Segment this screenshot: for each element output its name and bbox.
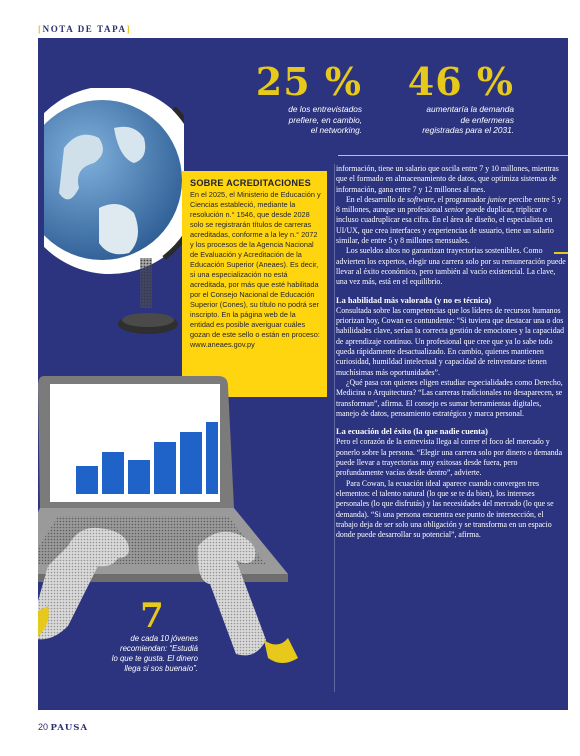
subheading: La habilidad más valorada (y no es técnica) <box>336 295 492 305</box>
header-label: NOTA DE TAPA <box>42 24 127 34</box>
sidebox-title: SOBRE ACREDITACIONES <box>190 178 311 188</box>
text-run: percibe entre 5 y 8 millones, aunque un profesional <box>336 194 562 215</box>
stat-nurses-value: 46 % <box>407 59 514 104</box>
text-run: En el desarrollo de <box>346 194 407 204</box>
text-run: , el programador <box>433 194 488 204</box>
article-paragraph: Pero el corazón de la entrevista llega al correr el foco del mercado y ponerlo sobre la persona. “Elegir una carrera solo por dinero o demanda puede llevar a trayectorias muy exitosas desde fuera, pero profundamente vacías desde dentro”, advierte. <box>336 437 563 478</box>
caption-line: de enfermeras <box>460 114 514 125</box>
text-run-italic: junior <box>487 194 507 204</box>
divider-rule <box>338 155 568 156</box>
text-run-italic: software <box>407 194 434 204</box>
article-panel <box>38 38 568 710</box>
stat-nurses <box>384 59 514 136</box>
caption-line: llega si sos buenaío”. <box>124 664 198 673</box>
article-column <box>336 164 566 540</box>
accreditation-sidebox <box>182 171 327 397</box>
article-paragraph: Para Cowan, la ecuación ideal aparece cuando convergen tres elementos: el talento natural (lo que se te da bien), los intereses personales (lo que disfrutás) y las necesidades del mercado (lo que se demanda). “Si una persona encuentra ese punto de intersección, el trabajo deja de ser solo una obligación y se transforma en un espacio donde puede desarrollar su potencial”, afirma. <box>336 478 554 540</box>
text-run-italic: senior <box>444 205 465 215</box>
article-paragraph: información, tiene un salario que oscila entre 7 y 10 millones, mientras que el formado en almacenamiento de datos, que optimiza sistemas de información, gana entre 7 y 12 millones al mes. <box>336 164 559 194</box>
stat-networking-caption <box>250 104 362 136</box>
globe-icon <box>44 88 184 348</box>
caption-line: recomiendan: “Estudiá <box>119 644 198 653</box>
caption-line: de cada 10 jóvenes <box>130 634 198 643</box>
caption-line: registradas para el 2031. <box>422 125 514 135</box>
subheading: La ecuación del éxito (la que nadie cuenta) <box>336 427 488 437</box>
header-bracket-close: ] <box>126 24 132 34</box>
page-number: 20 <box>38 722 49 732</box>
article-paragraph <box>336 195 566 246</box>
header-bracket-open: [ <box>38 24 43 34</box>
stat-nurses-caption <box>384 104 514 136</box>
sidebox-body: En el 2025, el Ministerio de Educación y Ciencias estableció, mediante la resolución n.° 1546, que desde 2028 solo se registrarán títulos de carreras acreditadas, conforme a la ley n.° 2072 y los procesos de la Agencia Nacional de Evaluación y Acreditación de la Educación Superior (Aneaes). Es decir, si una especialización no está acreditada, por más que esté habilitada por el Consejo Nacional de Educación Superior (Cones), su título no podrá ser inscripto. En la página web de la entidad es posible averiguar cuáles gozan de este sello o están en proceso: www.aneaes.gov.py <box>190 190 321 349</box>
article-paragraph: ¿Qué pasa con quienes eligen estudiar especialidades como Derecho, Medicina o Arquitectura? “Las carreras tradicionales no desaparecen, se transforman”, afirma. El consejo es sumar herramientas digitales, manejo de datos, pensamiento estratégico y marca personal. <box>336 377 563 418</box>
caption-line: lo que te gusta. El dinero <box>111 654 198 663</box>
section-header <box>38 24 131 34</box>
stat-seven-caption <box>102 634 202 674</box>
text-run: puede duplicar, triplicar o incluso cuadruplicar esa cifra. En el área de diseño, el especialista en UI/UX, que crea interfaces y experiencias de usuario, tiene un salario similar, de entre 5 y 8 millones mensuales. <box>336 205 554 246</box>
caption-line: prefiere, en cambio, <box>288 114 362 125</box>
caption-line: aumentaría la demanda <box>426 104 514 114</box>
article-paragraph: Consultada sobre las competencias que los líderes de recursos humanos priorizan hoy, Cowan es contundente: “Si tuviera que destacar una o dos habilidades clave, serían la correcta gestión de emociones y la capacidad de aprendizaje continuo. Un profesional que cree que ya lo sabe todo queda rápidamente desactualizado. En cambio, quienes mantienen curiosidad, humildad intelectual y capacidad de reinventarse tienen muchísimas más oportunidades”. <box>336 305 565 377</box>
stat-seven-of-ten <box>102 598 202 674</box>
caption-line: de los entrevistados <box>288 104 362 114</box>
magazine-brand: PAUSA <box>50 723 89 733</box>
article-paragraph: Los sueldos altos no garantizan trayectorias sostenibles. Como advierten los expertos, elegir una carrera solo por su remuneración puede llevar al éxito económico, pero también al vacío existencial. La clave, una vez más, está en el equilibrio. <box>336 246 566 287</box>
stat-networking <box>250 59 362 136</box>
stat-networking-value: 25 % <box>255 59 362 104</box>
stat-seven-value: 7 <box>140 596 164 636</box>
caption-line: el networking. <box>310 125 362 135</box>
page-footer <box>38 722 88 733</box>
